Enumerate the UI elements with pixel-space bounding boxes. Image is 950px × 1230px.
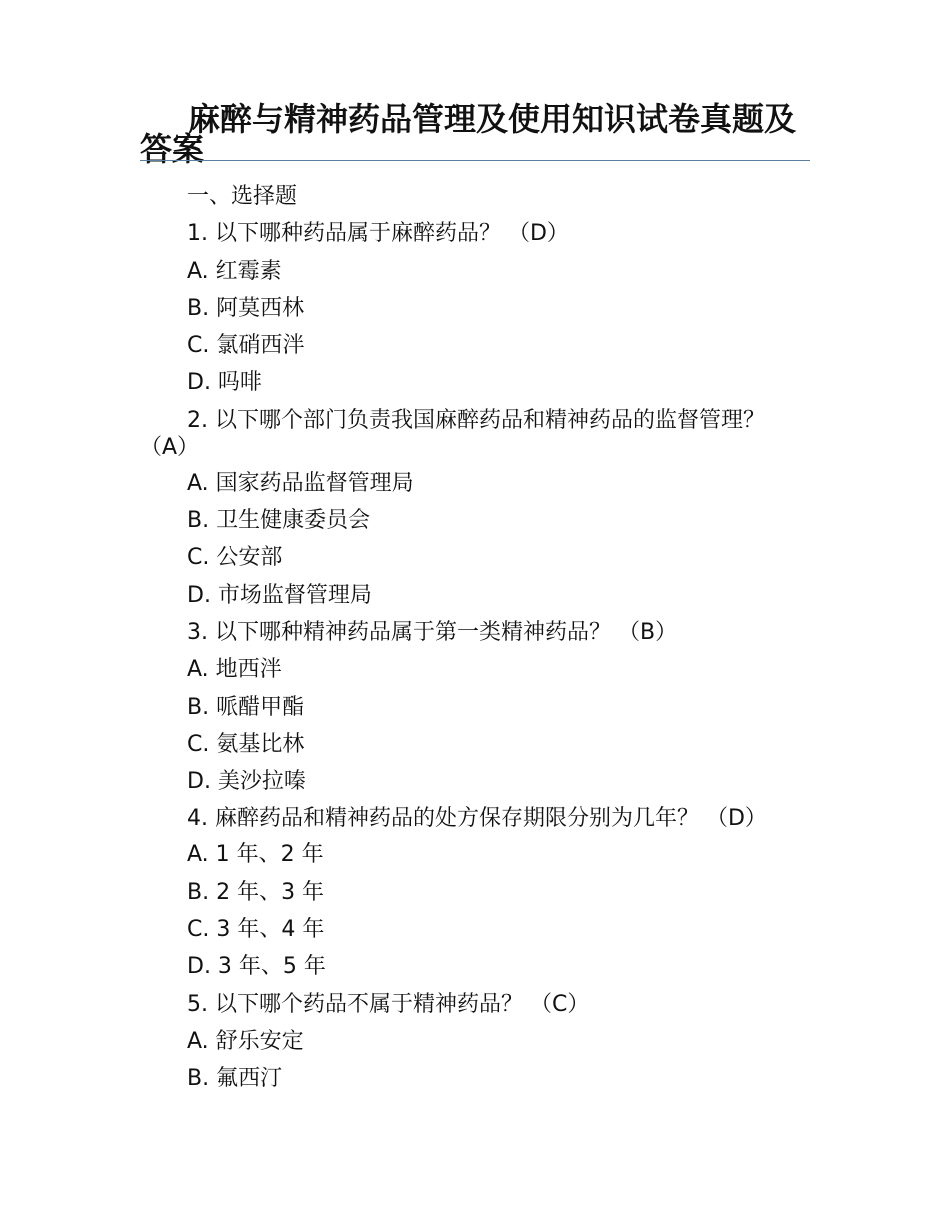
- question-list: [140, 178, 790, 1098]
- question-option: C. 氯硝西泮: [187, 333, 305, 359]
- question-option: D. 市场监督管理局: [187, 582, 372, 608]
- title-underline: [140, 160, 810, 161]
- question-stem: 3. 以下哪种精神药品属于第一类精神药品？ （B）: [187, 619, 678, 645]
- question-stem: 4. 麻醉药品和精神药品的处方保存期限分别为几年？ （D）: [187, 806, 767, 832]
- section-heading: 一、选择题: [187, 184, 298, 209]
- question-stem: 2. 以下哪个部门负责我国麻醉药品和精神药品的监督管理？ （A）: [140, 407, 765, 460]
- question-option: D. 吗啡: [187, 370, 262, 396]
- question-option: B. 氟西汀: [187, 1066, 283, 1092]
- question-option: B. 哌醋甲酯: [187, 694, 305, 720]
- question-option: B. 卫生健康委员会: [187, 508, 371, 534]
- question-option: C. 氨基比林: [187, 731, 305, 757]
- question-option: A. 红霉素: [187, 258, 282, 284]
- question-option: B. 2 年、3 年: [187, 879, 325, 905]
- question-option: A. 国家药品监督管理局: [187, 470, 414, 496]
- question-option: A. 舒乐安定: [187, 1028, 304, 1054]
- question-option: C. 公安部: [187, 545, 283, 571]
- question-option: D. 3 年、5 年: [187, 954, 326, 980]
- question-option: C. 3 年、4 年: [187, 917, 325, 943]
- question-stem: 1. 以下哪种药品属于麻醉药品？ （D）: [187, 221, 569, 247]
- question-option: B. 阿莫西林: [187, 295, 305, 321]
- document-title: 麻醉与精神药品管理及使用知识试卷真题及答案: [140, 100, 797, 168]
- question-option: A. 地西泮: [187, 657, 282, 683]
- question-option: D. 美沙拉嗪: [187, 769, 306, 795]
- question-option: A. 1 年、2 年: [187, 842, 324, 868]
- question-stem: 5. 以下哪个药品不属于精神药品？ （C）: [187, 991, 590, 1017]
